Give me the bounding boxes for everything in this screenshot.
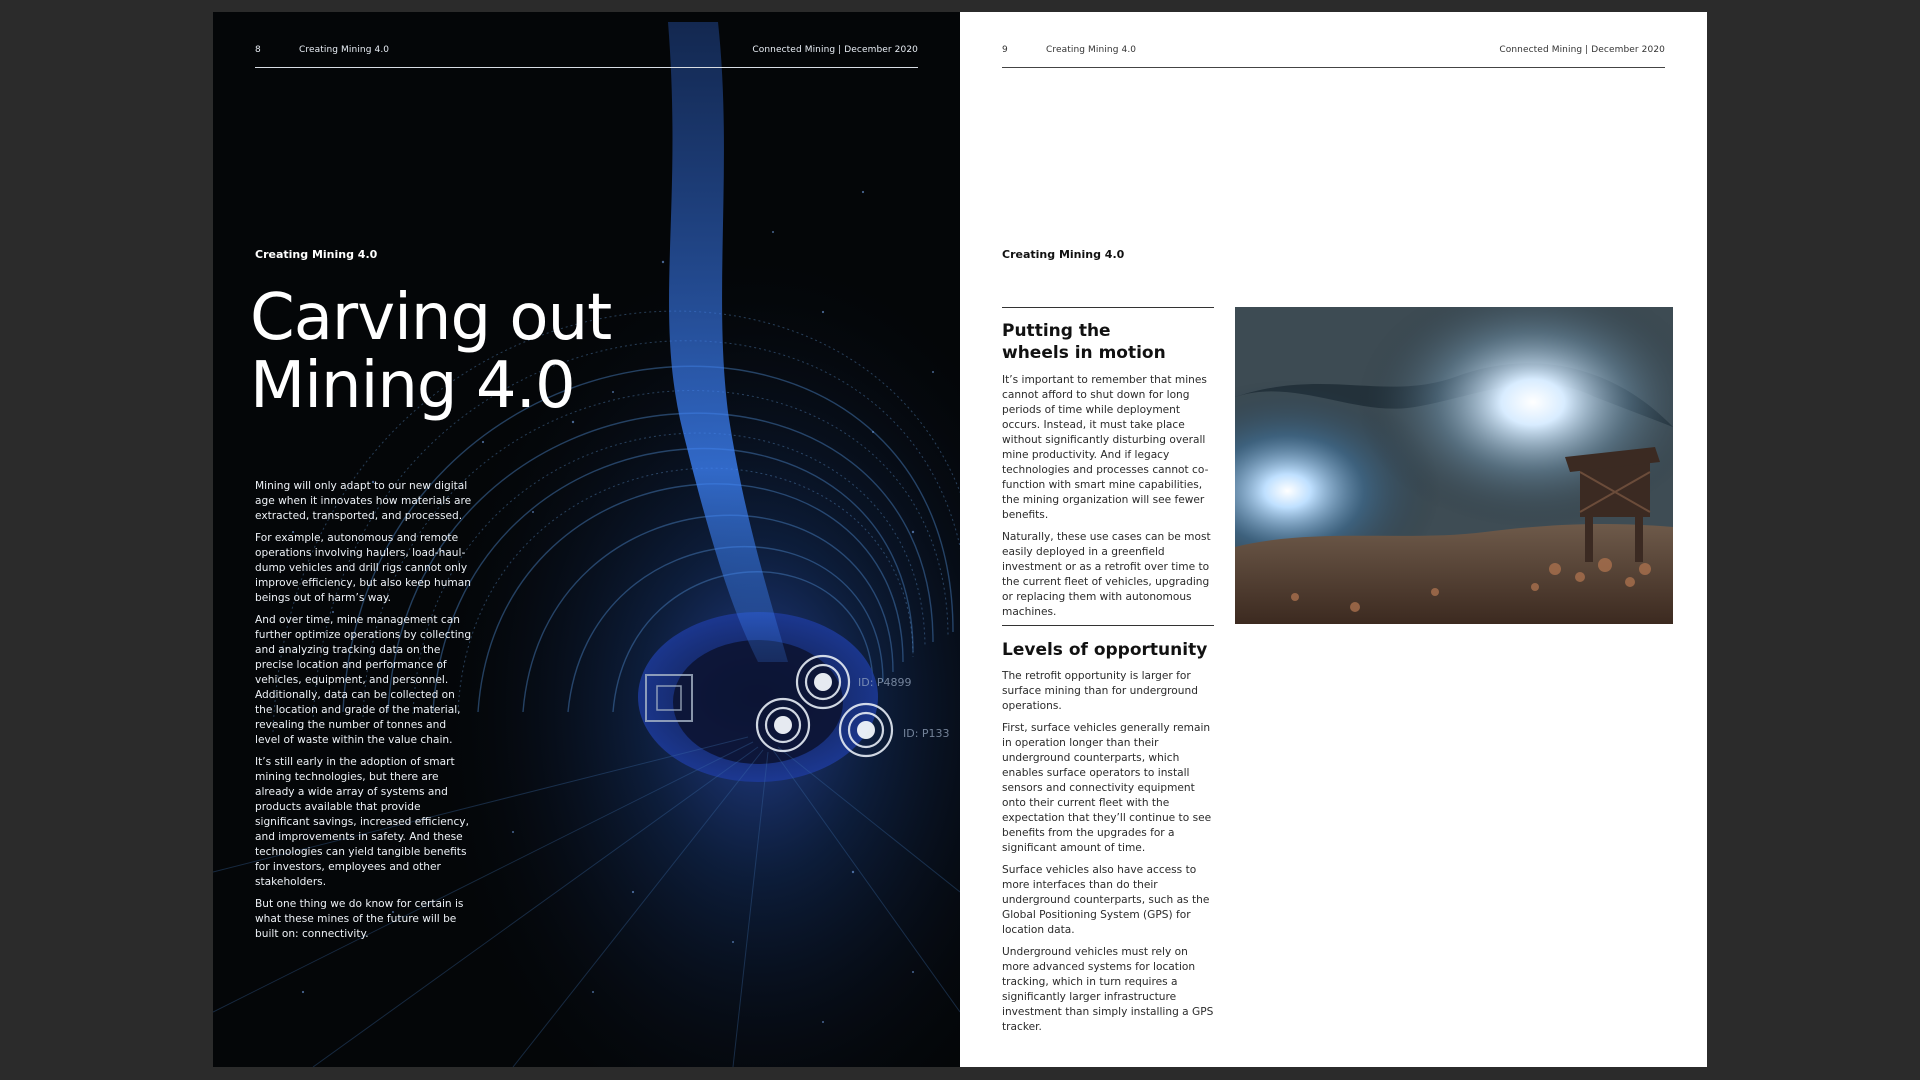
document-spread [213, 12, 1707, 1067]
paragraph: Mining will only adapt to our new digital age when it innovates how materials are extracted, transported, and processed. [255, 480, 472, 522]
intro-text [255, 479, 473, 949]
paragraph: And over time, mine management can further optimize operations by collecting and analyzing tracking data on the precise location and performance of vehicles, equipment, and personnel. Additionally, data can be collected on the location and grade of the material, revealing the number of tonnes and level of waste within the value chain. [255, 614, 472, 746]
paragraph: It’s still early in the adoption of smart mining technologies, but there are already a wide array of systems and products available that provide significant savings, increased efficiency, and improvements in safety. And these technologies can yield tangible benefits for investors, employees and other stakeholders. [255, 756, 469, 888]
paragraph: The retrofit opportunity is larger for surface mining than for underground operations. [1002, 670, 1198, 712]
running-header [255, 45, 918, 68]
paragraph: It’s important to remember that mines cannot afford to shut down for long periods of time while deployment occurs. Instead, it must take place without significantly disturbing overall mine productivity. And if legacy technologies and processes cannot co-function with smart mine capabilities, the mining organization will see fewer benefits. [1002, 374, 1209, 521]
section-title-line: Putting the [1002, 321, 1111, 341]
section-title-levels: Levels of opportunity [1002, 640, 1208, 660]
paragraph: Naturally, these use cases can be most easily deployed in a greenfield investment or as a retrofit over time to the current fleet of vehicles, upgrading or replacing them with autonomous machines. [1002, 531, 1211, 618]
section-title-line: wheels in motion [1002, 343, 1166, 363]
title-line-2: Mining 4.0 [250, 349, 575, 423]
running-right: Connected Mining | December 2020 [752, 45, 918, 55]
section-title-wheels [1002, 320, 1222, 364]
running-title: Creating Mining 4.0 [299, 45, 390, 55]
running-header [1002, 45, 1665, 68]
running-title: Creating Mining 4.0 [1046, 45, 1137, 55]
art-label-p4899: ID: P4899 [858, 676, 912, 689]
page-number: 8 [255, 45, 261, 55]
section-body-levels [1002, 669, 1214, 1042]
section-body-wheels [1002, 373, 1214, 627]
section-divider [1002, 307, 1214, 308]
title-line-1: Carving out [250, 281, 612, 355]
paragraph: First, surface vehicles generally remain in operation longer than their underground counterparts, which enables surface operators to install sensors and connectivity equipment onto their current fleet with the expectation that they’ll continue to see benefits from the upgrades for a significant amount of time. [1002, 722, 1212, 854]
section-kicker: Creating Mining 4.0 [1002, 248, 1125, 261]
mine-cave-photo [1235, 307, 1673, 624]
page-number: 9 [1002, 45, 1008, 55]
section-kicker: Creating Mining 4.0 [255, 248, 378, 261]
right-page [960, 12, 1707, 1067]
running-right: Connected Mining | December 2020 [1499, 45, 1665, 55]
left-page [213, 12, 960, 1067]
section-divider [1002, 625, 1214, 626]
page-title [250, 281, 670, 423]
art-label-p133: ID: P133 [903, 727, 950, 740]
paragraph: Surface vehicles also have access to more interfaces than do their underground counterparts, such as the Global Positioning System (GPS) for location data. [1002, 864, 1210, 936]
paragraph: But one thing we do know for certain is what these mines of the future will be built on: connectivity. [255, 898, 464, 940]
paragraph: Underground vehicles must rely on more advanced systems for location tracking, which in turn requires a significantly larger infrastructure investment than simply installing a GPS tracker. [1002, 946, 1214, 1033]
paragraph: For example, autonomous and remote operations involving haulers, load-haul-dump vehicles and drill rigs cannot only improve efficiency, but also keep human beings out of harm’s way. [255, 532, 471, 604]
